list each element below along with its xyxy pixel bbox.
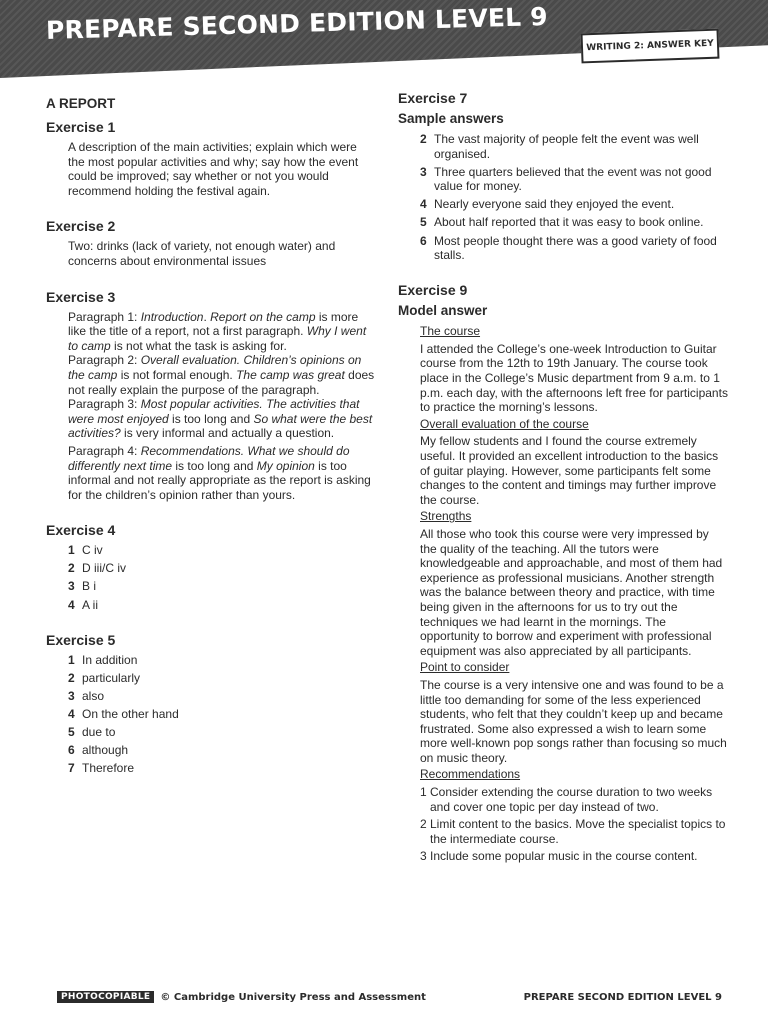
heading-course: The course bbox=[420, 324, 481, 339]
list-item: 4 Nearly everyone said they enjoyed the event. bbox=[420, 197, 675, 212]
exercise-3-paragraph-1: Paragraph 1: Introduction. Report on the camp is more like the title of a report, not a first paragraph. Why I went to camp is not what the task is asking for. bbox=[68, 309, 367, 353]
exercise-7-title: Exercise 7 bbox=[398, 90, 468, 106]
recommendation-item: 2 Limit content to the basics. Move the specialist topics to the intermediate course. bbox=[420, 817, 726, 846]
report-heading: A REPORT bbox=[46, 96, 116, 111]
list-item: 2 D iii/C iv bbox=[68, 561, 126, 576]
exercise-3-title: Exercise 3 bbox=[46, 288, 116, 305]
list-item: 3 also bbox=[68, 688, 105, 703]
exercise-2-title: Exercise 2 bbox=[46, 218, 116, 235]
overall-text: My fellow students and I found the course extremely useful. It provided an excellent introduction to the basics of guitar playing. However, some participants felt some changes to the content and timings may further improve the course. bbox=[420, 434, 719, 507]
heading-overall: Overall evaluation of the course bbox=[420, 416, 589, 431]
list-item: 6 Most people thought there was a good variety of food stalls. bbox=[420, 233, 717, 263]
exercise-4-list bbox=[68, 543, 376, 612]
right-column bbox=[398, 90, 728, 867]
list-item: 5 About half reported that it was easy to book online. bbox=[420, 215, 704, 230]
recommendation-item: 1 Consider extending the course duration to two weeks and cover one topic per day instead of two. bbox=[420, 785, 713, 814]
exercise-7-subtitle: Sample answers bbox=[398, 111, 504, 126]
list-item: 5 due to bbox=[68, 725, 116, 740]
left-column bbox=[46, 90, 376, 779]
list-item: 6 although bbox=[68, 743, 129, 758]
exercise-4-title: Exercise 4 bbox=[46, 522, 116, 539]
list-item: 1 In addition bbox=[68, 652, 138, 667]
exercise-7-list bbox=[420, 132, 728, 263]
list-item: 3 Three quarters believed that the event was not good value for money. bbox=[420, 164, 712, 194]
exercise-2-text: Two: drinks (lack of variety, not enough water) and concerns about environmental issues bbox=[68, 239, 336, 268]
exercise-9-title: Exercise 9 bbox=[398, 282, 468, 299]
photocopiable-badge: PHOTOCOPIABLE bbox=[57, 991, 154, 1003]
heading-point: Point to consider bbox=[420, 660, 510, 675]
footer-copyright bbox=[57, 991, 426, 1003]
list-item: 2 particularly bbox=[68, 670, 141, 685]
copyright-text: © Cambridge University Press and Assessment bbox=[160, 991, 426, 1003]
heading-strengths: Strengths bbox=[420, 509, 472, 524]
footer-title: PREPARE SECOND EDITION LEVEL 9 bbox=[523, 992, 722, 1003]
exercise-9-subtitle: Model answer bbox=[398, 303, 488, 319]
recommendation-item: 3 Include some popular music in the course content. bbox=[420, 849, 698, 864]
exercise-5-title: Exercise 5 bbox=[46, 631, 116, 648]
list-item: 1 C iv bbox=[68, 543, 103, 558]
course-text: I attended the College’s one-week Introduction to Guitar course from the 12th to 19th January. The course took place in the College’s Music department from 9 a.m. to 1 p.m. each day, with the afternoons left free for participants to practice the morning’s lessons. bbox=[420, 341, 728, 415]
exercise-3-paragraph-4: Paragraph 4: Recommendations. What we should do differently next time is too long and My opinion is too informal and not really appropriate as the report is asking for the children’s opinion rather than yours. bbox=[68, 443, 371, 502]
page-title: PREPARE SECOND EDITION LEVEL 9 bbox=[45, 1, 549, 45]
exercise-3-paragraph-2: Paragraph 2: Overall evaluation. Children’s opinions on the camp is not formal enough. The camp was great does not really explain the purpose of the paragraph. bbox=[68, 353, 375, 397]
model-answer bbox=[420, 324, 728, 864]
exercise-1-text: A description of the main activities; explain which were the most popular activities and why; say how the event could be improved; say whether or not you would recommend holding the festival again. bbox=[68, 140, 359, 198]
list-item: 2 The vast majority of people felt the event was well organised. bbox=[420, 132, 699, 161]
exercise-1-title: Exercise 1 bbox=[46, 119, 116, 135]
list-item: 4 On the other hand bbox=[68, 706, 179, 721]
section-tag: WRITING 2: ANSWER KEY bbox=[581, 29, 720, 64]
exercise-5-list bbox=[68, 653, 376, 776]
point-text: The course is a very intensive one and was found to be a little too demanding for some of the less experienced students, who felt that they couldn’t keep up and became frustrated. Some also expressed a wish to learn some more well-known pop songs rather than focusing so much on music theory. bbox=[420, 677, 727, 765]
list-item: 3 B i bbox=[68, 579, 97, 594]
list-item: 4 A ii bbox=[68, 597, 99, 612]
exercise-3-paragraph-3: Paragraph 3: Most popular activities. The activities that were most enjoyed is too long and So what were the best activities? is very informal and actually a question. bbox=[68, 397, 373, 441]
strengths-text: All those who took this course were very impressed by the quality of the teaching. All the tutors were knowledgeable and approachable, and most of them had experience as professional musicians. Another strength was the balance between theory and practice, with time being given in the afternoons for us to try out the techniques we had learnt in the mornings. The opportunity to borrow and experiment with professional equipment was also appreciated by all participants. bbox=[420, 526, 723, 658]
list-item: 7 Therefore bbox=[68, 761, 135, 776]
heading-recommendations: Recommendations bbox=[420, 767, 521, 782]
